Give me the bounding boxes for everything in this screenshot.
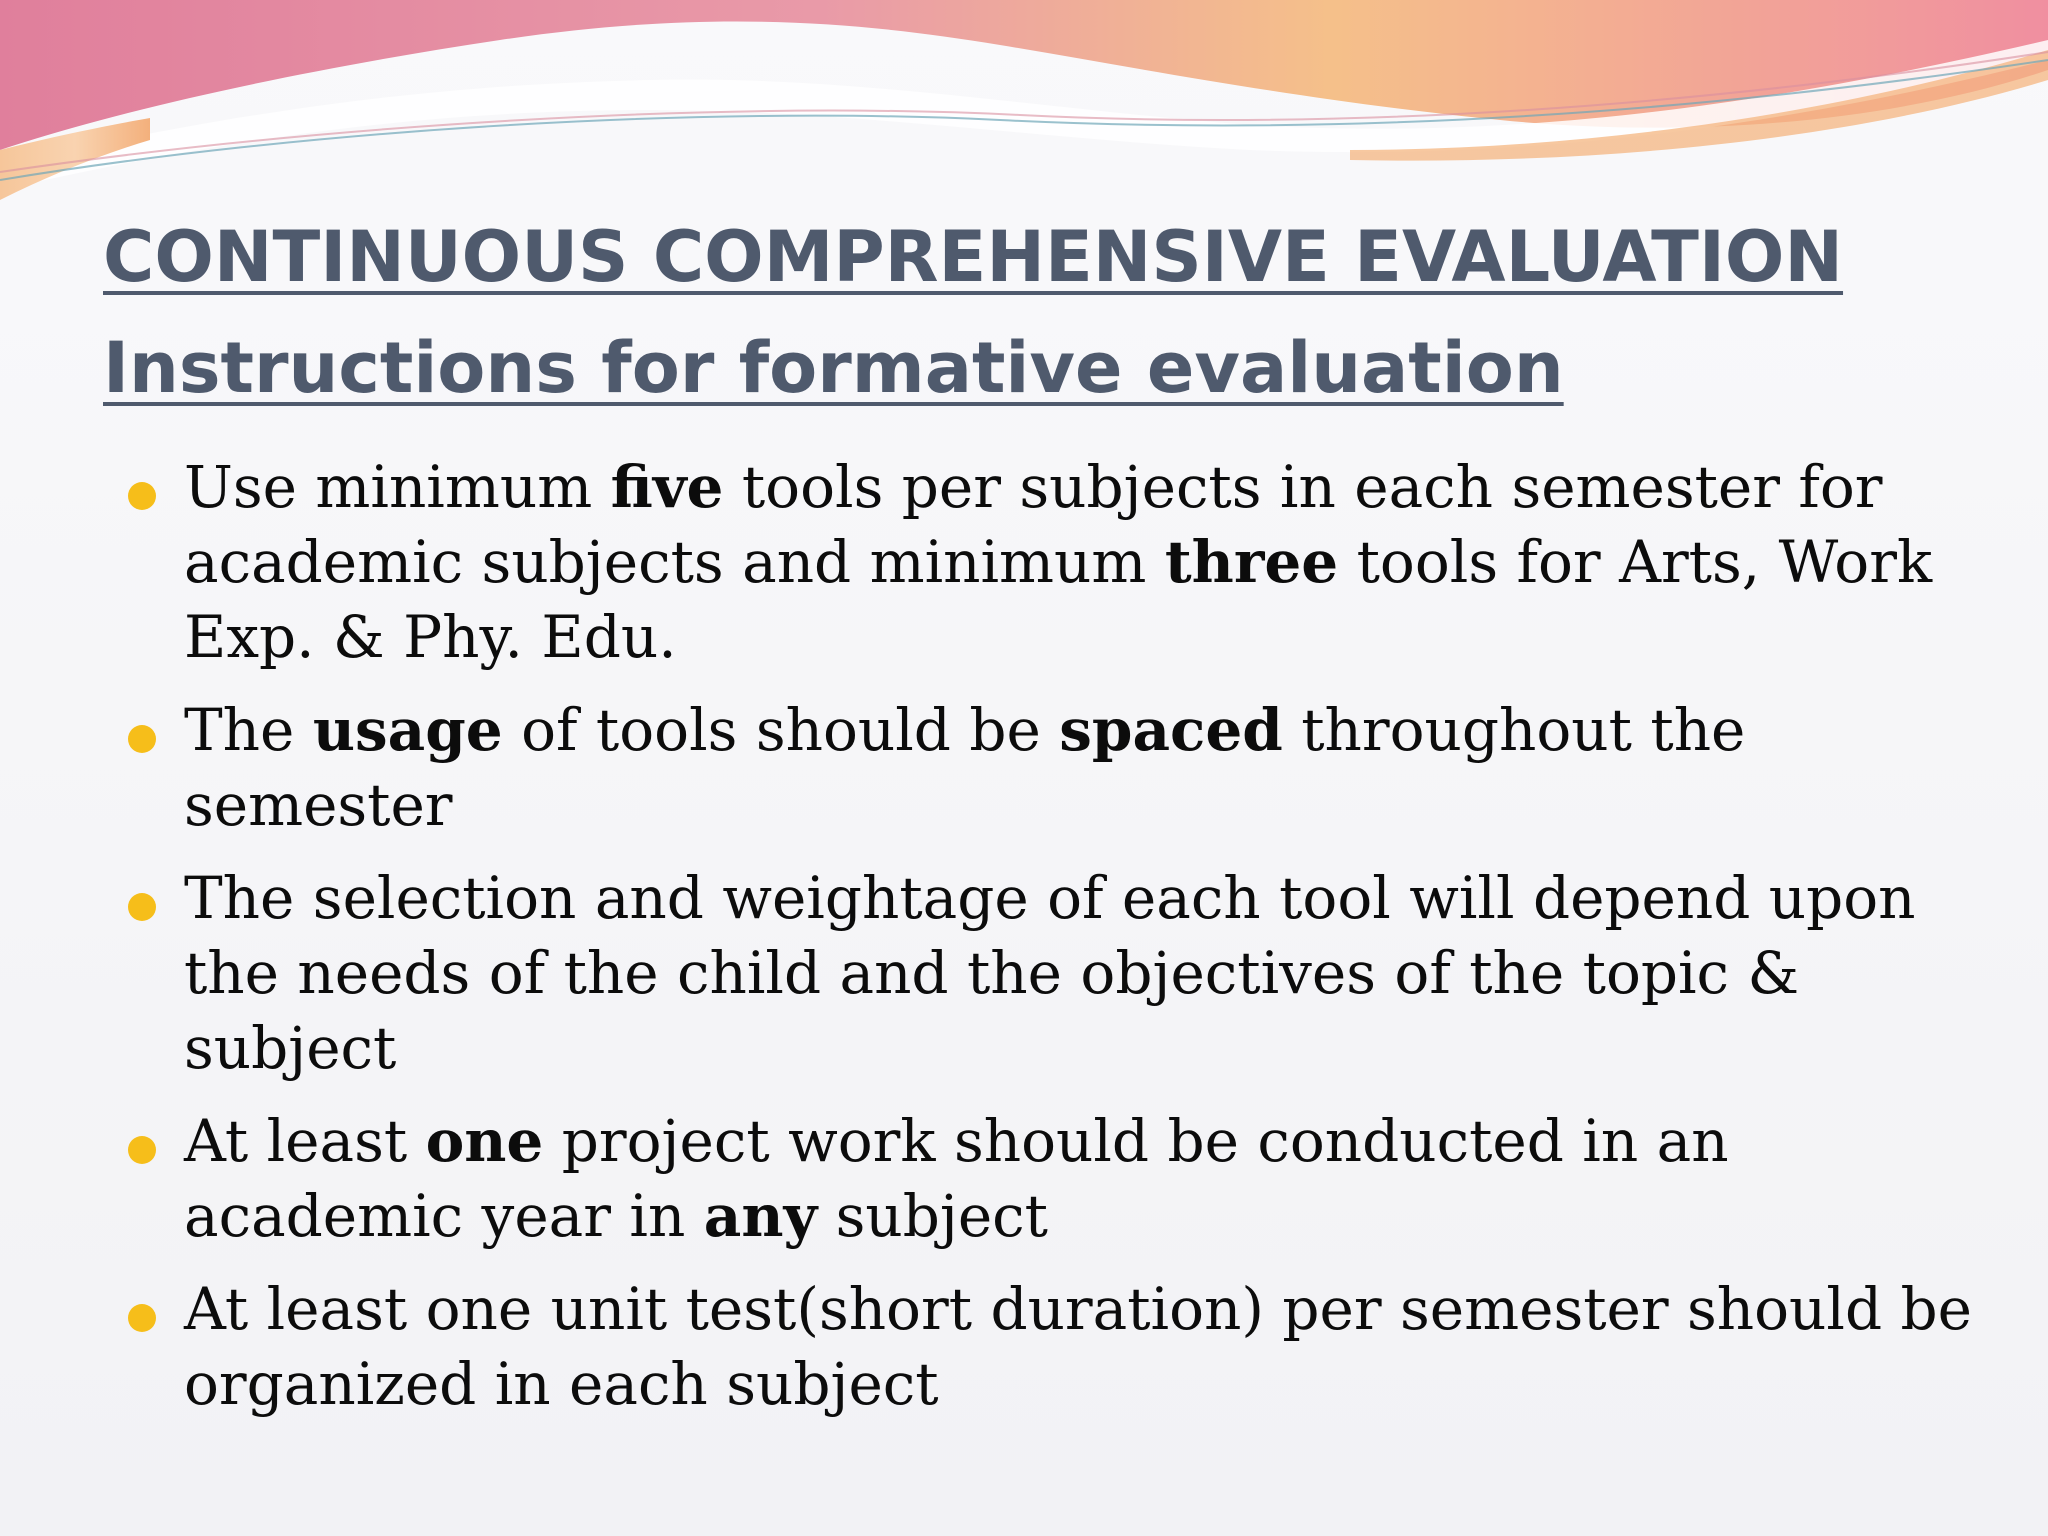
bullet-dot-icon bbox=[128, 482, 156, 510]
bullet-dot-icon bbox=[128, 725, 156, 753]
bullet-item bbox=[0, 1104, 2048, 1254]
title-line-1: CONTINUOUS COMPREHENSIVE EVALUATION bbox=[103, 216, 1844, 298]
bullet-emphasis: one bbox=[425, 1107, 544, 1175]
bullet-item bbox=[0, 1272, 2048, 1422]
bullet-item bbox=[0, 861, 2048, 1086]
bullet-text: At least bbox=[184, 1107, 426, 1175]
title-line-2: Instructions for formative evaluation bbox=[103, 326, 1564, 409]
bullet-emphasis: usage bbox=[312, 696, 503, 764]
bullet-list bbox=[0, 450, 2048, 1440]
bullet-item bbox=[0, 693, 2048, 843]
bullet-dot-icon bbox=[128, 1304, 156, 1332]
bullet-emphasis: three bbox=[1164, 528, 1339, 596]
bullet-dot-icon bbox=[128, 1136, 156, 1164]
bullet-text: tools for Arts, Work Exp. & Phy. Edu. bbox=[184, 528, 1933, 671]
bullet-text: tools per subjects in each semester for academic subjects and minimum bbox=[184, 453, 1883, 596]
bullet-text: The selection and weightage of each tool will depend upon the needs of the child and the objectives of the topic & subject bbox=[184, 864, 1916, 1082]
bullet-text: Use minimum bbox=[184, 453, 611, 521]
bullet-text: subject bbox=[817, 1182, 1048, 1250]
bullet-emphasis: spaced bbox=[1059, 696, 1283, 764]
bullet-emphasis: five bbox=[610, 453, 724, 521]
bullet-emphasis: any bbox=[703, 1182, 818, 1250]
bullet-text: project work should be conducted in an academic year in bbox=[184, 1107, 1729, 1250]
bullet-item bbox=[0, 450, 2048, 675]
bullet-text: throughout the semester bbox=[184, 696, 1746, 839]
bullet-text: of tools should be bbox=[502, 696, 1060, 764]
bullet-text: At least one unit test(short duration) per semester should be organized in each subject bbox=[184, 1275, 1972, 1418]
bullet-text: The bbox=[184, 696, 313, 764]
slide-title bbox=[103, 202, 2003, 423]
bullet-dot-icon bbox=[128, 893, 156, 921]
